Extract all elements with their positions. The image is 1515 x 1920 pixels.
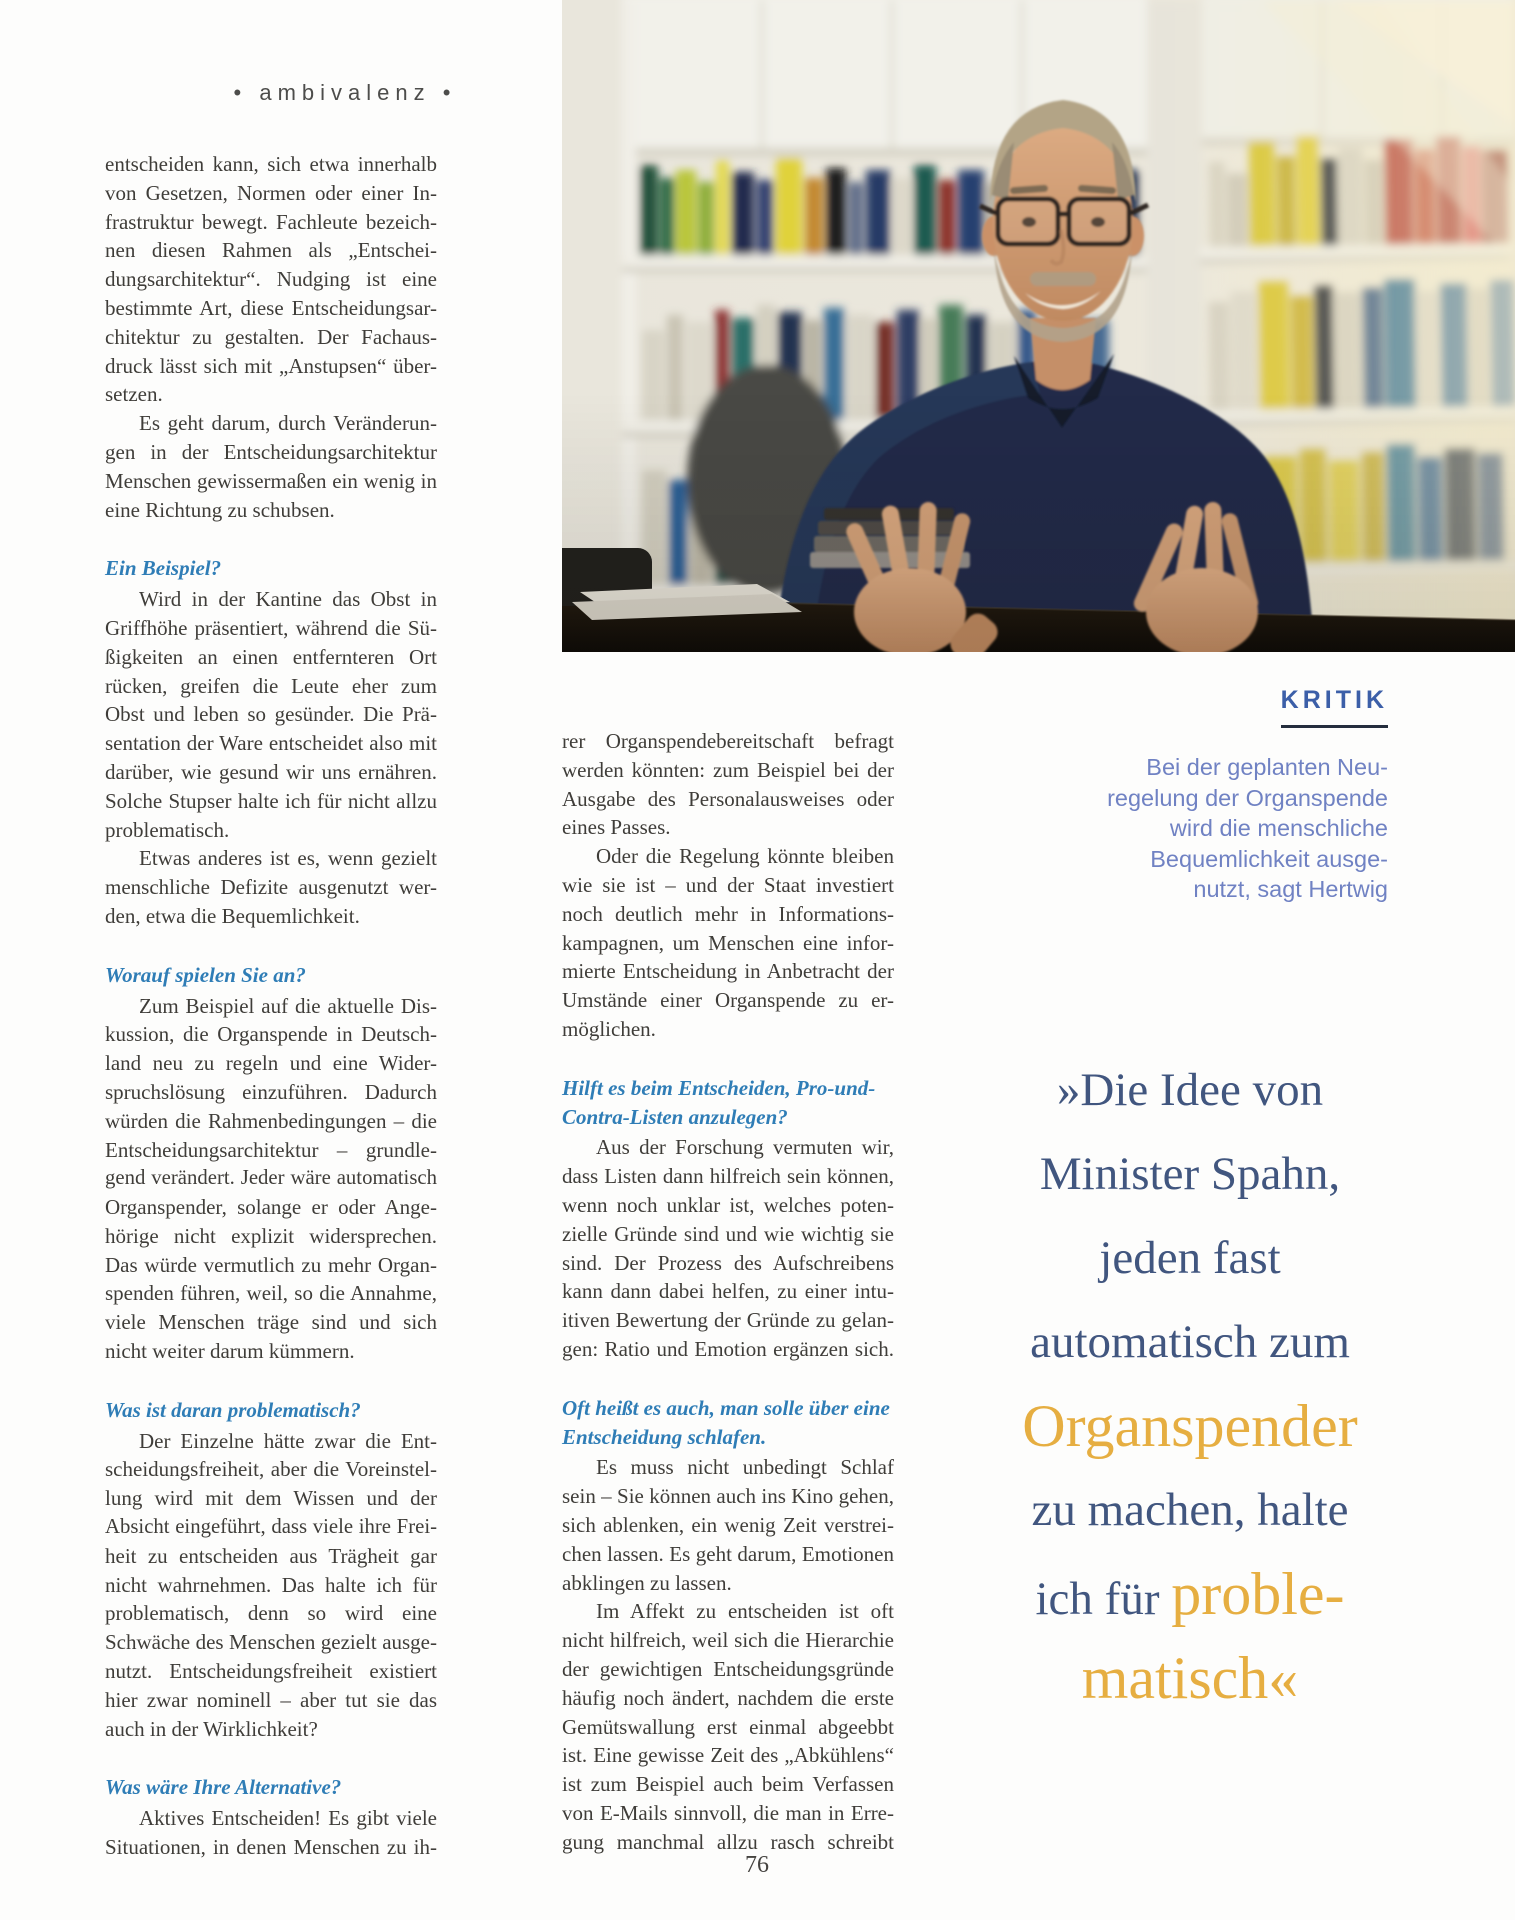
text-line: dass Listen dann hilfreich sein können,: [562, 1164, 894, 1189]
text-line: kann dann dabei helfen, zu einer intu-: [562, 1279, 894, 1304]
text-line: wie sie ist – und der Staat investiert: [562, 872, 894, 897]
kritik-caption-line: regelung der Organspende: [1107, 784, 1388, 811]
text-line: rücken, greifen die Leute eher zum: [105, 673, 437, 698]
interview-photo-illustration: [562, 0, 1515, 652]
paragraph: [105, 844, 437, 930]
text-line: den, etwa die Bequemlichkeit.: [105, 903, 360, 928]
kritik-caption-line: Bei der geplanten Neu-: [1146, 754, 1388, 780]
text-line: Umstände einer Organspende zu er-: [562, 988, 894, 1013]
text-line: Schwäche des Menschen gezielt ausge-: [105, 1630, 437, 1655]
text-line: nicht weiter darum kümmern.: [105, 1339, 355, 1364]
text-line: Menschen gewissermaßen ein wenig in: [105, 468, 437, 493]
text-line: sich ablenken, ein wenig Zeit verstrei-: [562, 1512, 894, 1537]
paragraph: [562, 842, 894, 1044]
text-line: Obst und leben so gesünder. Die Prä-: [105, 702, 437, 727]
text-line: setzen.: [105, 382, 163, 407]
text-line: kampagnen, um Menschen eine infor-: [562, 930, 894, 955]
text-line: Aktives Entscheiden! Es gibt viele: [139, 1806, 437, 1831]
interview-photo: [562, 0, 1515, 652]
text-line: mierte Entscheidung in Anbetracht der: [562, 959, 894, 984]
text-line: nutzt. Entscheidungsfreiheit existiert: [105, 1659, 437, 1684]
text-line: menschliche Defizite ausgenutzt wer-: [105, 875, 437, 900]
text-line: problematisch.: [105, 817, 230, 842]
column-left: [105, 150, 437, 1862]
text-line: spenden führen, weil, so die Annahme,: [105, 1281, 437, 1306]
text-line: dungsarchitektur“. Nudging ist eine: [105, 267, 437, 292]
pull-quote: [950, 1048, 1430, 1720]
text-line: kussion, die Organspende in Deutsch-: [105, 1022, 437, 1047]
text-line: problematisch, denn so wird eine: [105, 1601, 437, 1626]
paragraph: [105, 992, 437, 1366]
text-line: sein – Sie können auch ins Kino gehen,: [562, 1484, 894, 1509]
text-line: Absicht eingeführt, dass viele ihre Frei-: [105, 1516, 437, 1539]
text-line: auch in der Wirklichkeit?: [105, 1716, 318, 1741]
kritik-caption-line: nutzt, sagt Hertwig: [1193, 876, 1388, 902]
text-line: werden könnten: zum Beispiel bei der: [562, 757, 894, 782]
page-number: 76: [745, 1852, 769, 1878]
paragraph: [105, 1427, 437, 1744]
text-line: heit zu entscheiden aus Trägheit gar: [105, 1543, 437, 1568]
text-line: spruchslösung einzuführen. Dadurch: [105, 1079, 437, 1104]
text-line: Aus der Forschung vermuten wir,: [596, 1135, 894, 1160]
text-line: viele Menschen träge sind und sich: [105, 1310, 437, 1335]
text-line: eine Richtung zu schubsen.: [105, 497, 335, 522]
text-line: Es geht darum, durch Veränderun-: [139, 411, 437, 436]
section-label: • ambivalenz •: [233, 80, 457, 105]
pull-quote-line: ich für proble-: [1035, 1561, 1345, 1627]
text-line: Situationen, in denen Menschen zu ih-: [105, 1835, 437, 1860]
question-heading: Ein Beispiel?: [105, 556, 222, 581]
text-line: Solche Stupser halte ich für nicht allzu: [105, 788, 437, 813]
pull-quote-line: matisch«: [1081, 1645, 1299, 1711]
text-line: rer Organspendebereitschaft befragt: [562, 729, 894, 753]
text-line: von Gesetzen, Normen oder einer In-: [105, 180, 437, 205]
text-line: Das würde vermutlich zu mehr Organ-: [105, 1252, 437, 1277]
text-line: Zum Beispiel auf die aktuelle Dis-: [139, 993, 437, 1018]
kritik-caption-line: wird die menschliche: [1169, 815, 1388, 841]
question-heading: Hilft es beim Entscheiden, Pro-und- Contra-Listen anzulegen?: [562, 1075, 876, 1129]
text-line: gen in der Entscheidungsarchitektur: [105, 439, 437, 464]
text-line: zielle Gründe sind und wie wichtig sie: [562, 1221, 894, 1246]
text-line: sentation der Ware entscheidet also mit: [105, 731, 437, 756]
question-heading: Was ist daran problematisch?: [105, 1397, 361, 1422]
paragraph: [562, 727, 894, 842]
paragraph: [105, 585, 437, 844]
text-line: noch deutlich mehr in Informations-: [562, 901, 894, 926]
text-line: der gewichtigen Entscheidungsgründe: [562, 1656, 894, 1681]
text-line: ist. Eine gewisse Zeit des „Abkühlens“: [562, 1743, 894, 1768]
pull-quote-line: Organspender: [1022, 1393, 1358, 1459]
text-line: chen lassen. Es geht darum, Emotionen: [562, 1541, 894, 1566]
kritik-caption: [1020, 752, 1388, 905]
text-line: Der Einzelne hätte zwar die Ent-: [139, 1428, 437, 1453]
text-line: möglichen.: [562, 1016, 656, 1041]
paragraph: [105, 1804, 437, 1862]
text-line: ßigkeiten an einen entfernteren Ort: [105, 644, 437, 669]
text-line: hier zwar nominell – aber tut sie das: [105, 1687, 437, 1712]
pull-quote-line: »Die Idee von: [1056, 1064, 1324, 1116]
text-line: Ausgabe des Personalausweises oder: [562, 786, 894, 811]
text-line: Entscheidungsarchitektur – grundle-: [105, 1137, 437, 1162]
kritik-caption-line: Bequemlichkeit ausge-: [1150, 845, 1388, 872]
text-line: ist zum Beispiel auch beim Verfassen: [562, 1772, 894, 1797]
text-line: von E-Mails sinnvoll, die man in Erre-: [562, 1800, 894, 1825]
text-line: sind. Der Prozess des Aufschreibens: [562, 1250, 894, 1275]
text-line: nicht hilfreich, weil sich die Hierarchie: [562, 1628, 894, 1653]
text-line: Oder die Regelung könnte bleiben: [596, 844, 894, 869]
text-line: Im Affekt zu entscheiden ist oft: [596, 1599, 894, 1624]
pull-quote-line: automatisch zum: [1030, 1316, 1350, 1368]
text-line: gung manchmal allzu rasch schreibt: [562, 1829, 894, 1854]
pull-quote-line: Minister Spahn,: [1039, 1148, 1341, 1200]
text-line: hörige nicht explizit widersprechen.: [105, 1223, 437, 1248]
text-line: eines Passes.: [562, 815, 671, 840]
question-heading: Oft heißt es auch, man solle über eine Entscheidung schlafen.: [562, 1395, 890, 1449]
question-heading: Was wäre Ihre Alternative?: [105, 1775, 342, 1800]
paragraph: [562, 1133, 894, 1363]
column-middle: [562, 727, 894, 1856]
text-line: abklingen zu lassen.: [562, 1570, 732, 1595]
text-line: bestimmte Art, diese Entscheidungsar-: [105, 295, 437, 320]
paragraph: [105, 150, 437, 409]
kritik-label: KRITIK: [1281, 686, 1388, 728]
text-line: chitektur zu gestalten. Der Fachaus-: [105, 324, 437, 349]
pull-quote-line: zu machen, halte: [1031, 1484, 1349, 1536]
text-line: itiven Bewertung der Gründe zu gelan-: [562, 1308, 894, 1333]
text-line: gen: Ratio und Emotion ergänzen sich.: [562, 1336, 894, 1361]
text-line: lung wird mit dem Wissen und der: [105, 1486, 437, 1511]
text-line: Gemütswallung erst einmal abgeebbt: [562, 1714, 894, 1739]
text-line: Organspender, solange er oder Ange-: [105, 1195, 437, 1220]
text-line: wenn noch unklar ist, welches poten-: [562, 1192, 894, 1217]
pull-quote-line: jeden fast: [1099, 1232, 1281, 1284]
photo-vignette: [562, 0, 1515, 652]
text-line: Es muss nicht unbedingt Schlaf: [596, 1455, 894, 1480]
text-line: häufig noch ändert, nachdem die erste: [562, 1685, 894, 1710]
text-line: würden die Rahmenbedingungen – die: [105, 1108, 437, 1133]
text-line: Wird in der Kantine das Obst in: [139, 587, 437, 612]
text-line: Griffhöhe präsentiert, während die Sü-: [105, 615, 437, 640]
text-line: darüber, wie gesund wir uns ernähren.: [105, 759, 437, 784]
text-line: entscheiden kann, sich etwa innerhalb: [105, 152, 437, 176]
paragraph: [562, 1453, 894, 1597]
text-line: Etwas anderes ist es, wenn gezielt: [139, 846, 437, 871]
paragraph: [105, 409, 437, 524]
paragraph: [562, 1597, 894, 1856]
text-line: druck lässt sich mit „Anstupsen“ über-: [105, 353, 437, 378]
kritik-block: [1020, 686, 1388, 905]
question-heading: Worauf spielen Sie an?: [105, 962, 306, 987]
text-line: land neu zu regeln und eine Wider-: [105, 1051, 437, 1076]
text-line: nen diesen Rahmen als „Entschei-: [105, 238, 437, 263]
text-line: nicht wahrnehmen. Das halte ich für: [105, 1572, 437, 1597]
text-line: frastruktur bewegt. Fachleute bezeich-: [105, 209, 437, 234]
text-line: scheidungsfreiheit, aber die Voreinstel-: [105, 1457, 437, 1482]
text-line: gend verändert. Jeder wäre automatisch: [105, 1167, 437, 1190]
